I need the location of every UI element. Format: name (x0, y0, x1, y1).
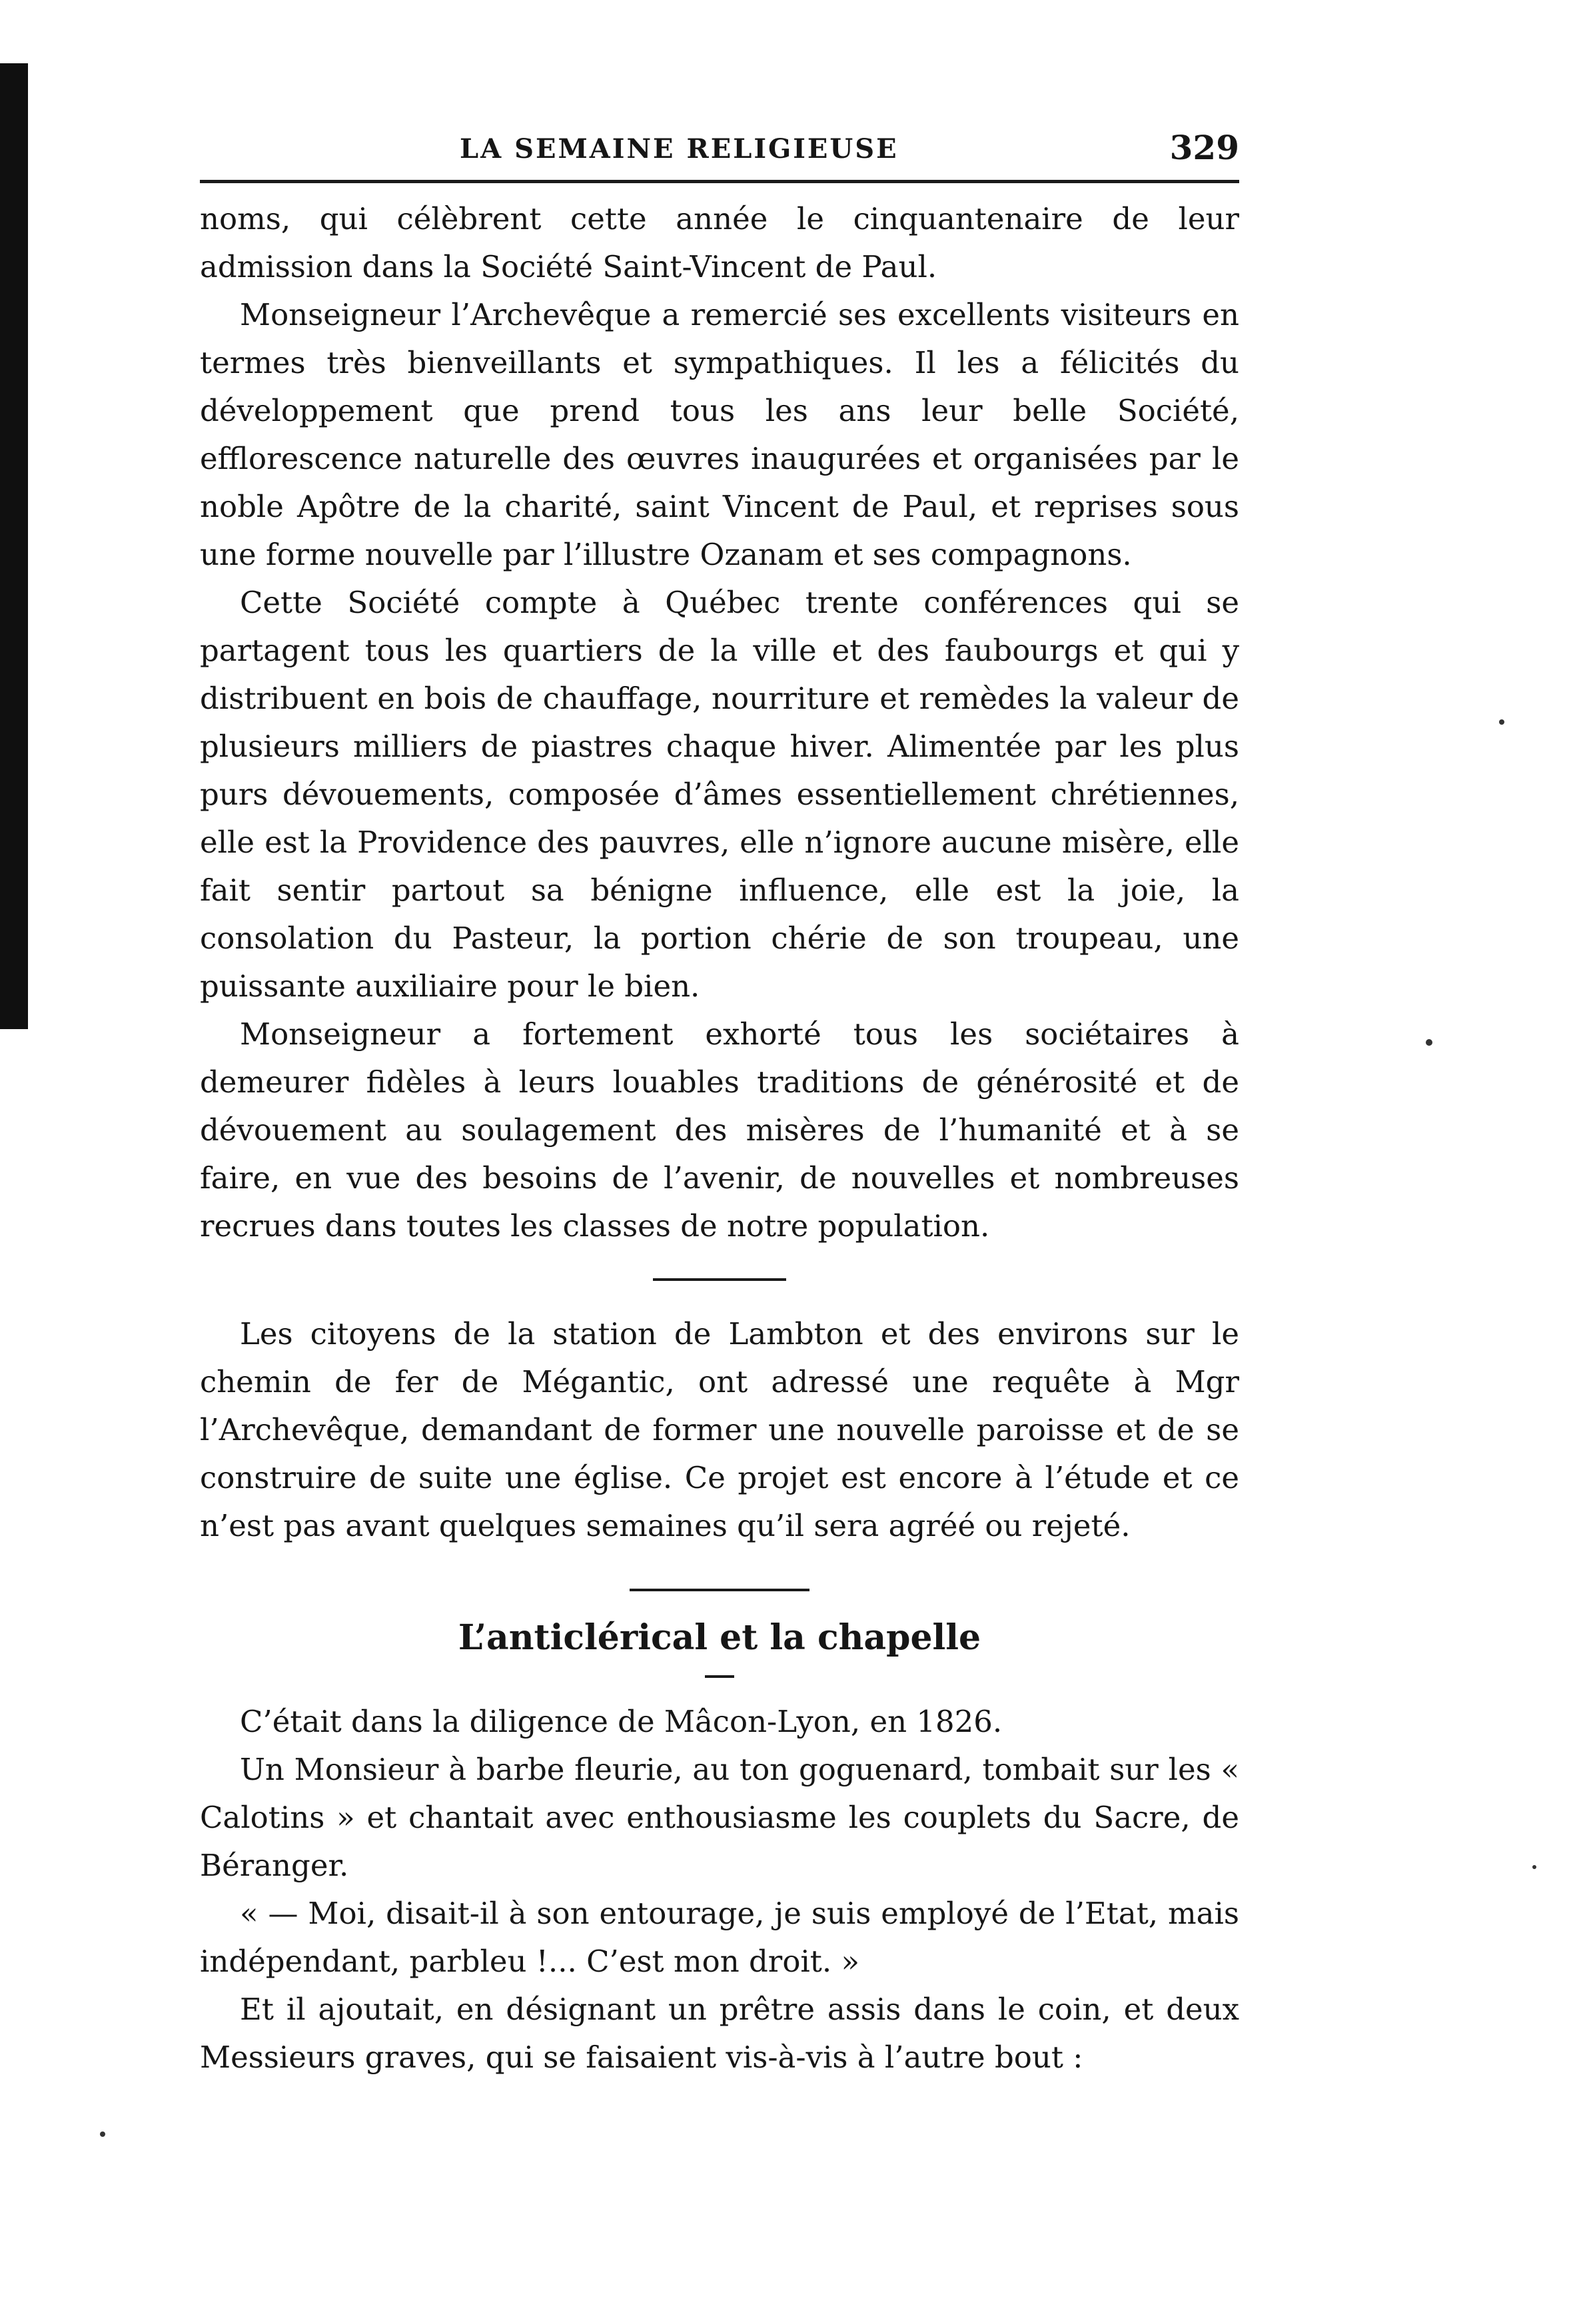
article-paragraph: « — Moi, disait-il à son entourage, je suis employé de l’Etat, mais indépendant, parbleu !... C’est mon droit. » (200, 1896, 1239, 1979)
page-number: 329 (1169, 128, 1239, 167)
article-paragraph: Et il ajoutait, en désignant un prêtre assis dans le coin, et deux Messieurs graves, qui se faisaient vis-à-vis à l’autre bout : (200, 1992, 1239, 2075)
scan-speck (1532, 1865, 1536, 1869)
scan-speck (1499, 719, 1504, 725)
paragraph-continued: noms, qui célèbrent cette année le cinquantenaire de leur admission dans la Société Saint-Vincent de Paul. (200, 201, 1239, 284)
running-title: LA SEMAINE RELIGIEUSE (460, 133, 899, 165)
article-paragraph: Un Monsieur à barbe fleurie, au ton goguenard, tombait sur les « Calotins » et chantait avec enthousiasme les couplets du Sacre, de Béranger. (200, 1752, 1239, 1883)
scan-speck (100, 2131, 105, 2137)
paragraph-society-quebec: Cette Société compte à Québec trente conférences qui se partagent tous les quartiers de la ville et des faubourgs et qui y distribuent en bois de chauffage, nourriture et remèdes la valeur de plusieurs milliers de piastres chaque hiver. Alimentée par les plus purs dévouements, composée d’âmes essentiellement chrétiennes, elle est la Providence des pauvres, elle n’ignore aucune misère, elle fait sentir partout sa bénigne influence, elle est la joie, la consolation du Pasteur, la portion chérie de son troupeau, une puissante auxiliaire pour le bien. (200, 585, 1239, 1004)
running-header (200, 113, 1239, 183)
section-divider (630, 1589, 809, 1591)
section-divider (653, 1278, 786, 1281)
body-text (200, 195, 1239, 2082)
article-paragraph: C’était dans la diligence de Mâcon-Lyon, en 1826. (240, 1704, 1003, 1739)
page-binding-shadow (0, 63, 28, 1029)
paragraph-lambton-petition: Les citoyens de la station de Lambton et des environs sur le chemin de fer de Mégantic, ont adressé une requête à Mgr l’Archevêque, demandant de former une nouvelle paroisse et de se construire de suite une église. Ce projet est encore à l’étude et ce n’est pas avant quelques semaines qu’il sera agréé ou rejeté. (200, 1316, 1239, 1543)
article-title: L’anticlérical et la chapelle (458, 1617, 981, 1658)
scan-speck (1426, 1039, 1432, 1046)
paragraph-archbishop-thanks: Monseigneur l’Archevêque a remercié ses excellents visiteurs en termes très bienveillants et sympathiques. Il les a félicités du développement que prend tous les ans leur belle Société, efflorescence naturelle des œuvres inaugurées et organisées par le noble Apôtre de la charité, saint Vincent de Paul, et reprises sous une forme nouvelle par l’illustre Ozanam et ses compagnons. (200, 297, 1239, 572)
paragraph-exhortation: Monseigneur a fortement exhorté tous les sociétaires à demeurer fidèles à leurs louables traditions de générosité et de dévouement au soulagement des misères de l’humanité et à se faire, en vue des besoins de l’avenir, de nouvelles et nombreuses recrues dans toutes les classes de notre population. (200, 1016, 1239, 1244)
book-page (200, 113, 1239, 2082)
title-rule (705, 1675, 734, 1678)
